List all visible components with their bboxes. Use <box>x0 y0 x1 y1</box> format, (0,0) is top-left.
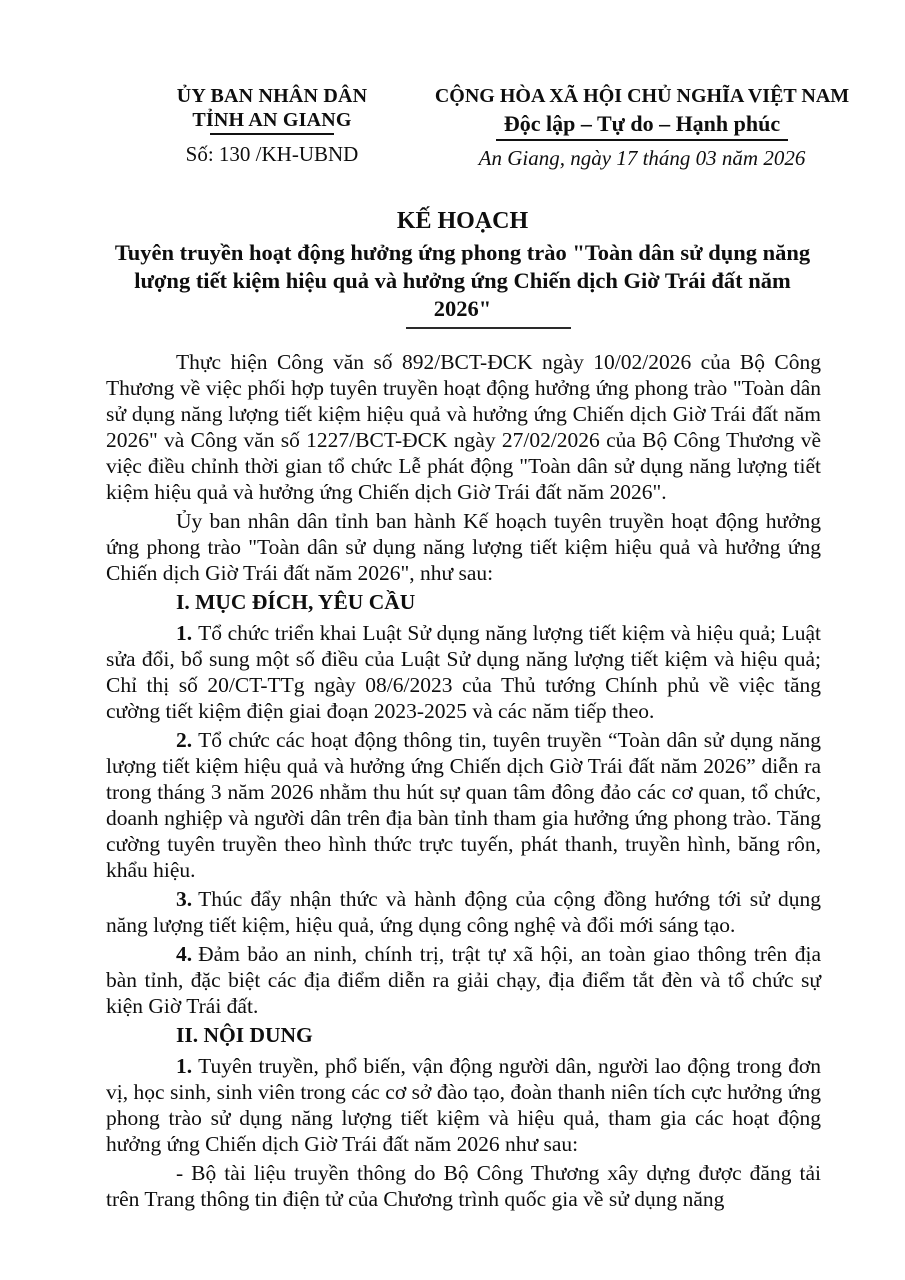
document-subject-title: Tuyên truyền hoạt động hưởng ứng phong trào "Toàn dân sử dụng năng lượng tiết kiệm hiệu quả và hưởng ứng Chiến dịch Giờ Trái đất năm 2026" <box>114 240 811 321</box>
document-header <box>0 0 905 171</box>
document-body <box>0 349 905 1212</box>
document-number: Số: 130 /KH-UBND <box>185 142 359 166</box>
document-type-title: KẾ HOẠCH <box>396 208 529 234</box>
paragraph-preamble-2: Ủy ban nhân dân tỉnh ban hành Kế hoạch tuyên truyền hoạt động hưởng ứng phong trào "Toàn dân sử dụng năng lượng tiết kiệm hiệu quả và hưởng ứng Chiến dịch Giờ Trái đất năm 2026", như sau: <box>106 509 821 585</box>
item-text: Tổ chức các hoạt động thông tin, tuyên truyền “Toàn dân sử dụng năng lượng tiết kiệm hiệu quả và hưởng ứng Chiến dịch Giờ Trái đất năm 2026” diễn ra trong tháng 3 năm 2026 nhằm thu hút sự quan tâm đông đảo các cơ quan, tổ chức, doanh nghiệp và người dân trên địa bàn tỉnh tham gia hưởng ứng phong trào. Tăng cường tuyên truyền theo hình thức trực tuyến, phát thanh, truyền hình, băng rôn, khẩu hiệu. <box>106 728 821 882</box>
item-number: 2. <box>176 728 193 752</box>
country-name: CỘNG HÒA XÃ HỘI CHỦ NGHĨA VIỆT NAM <box>434 85 850 107</box>
section-heading-2: II. NỘI DUNG <box>176 1023 313 1047</box>
title-underline-rule <box>406 327 571 329</box>
national-motto: Độc lập – Tự do – Hạnh phúc <box>496 111 788 141</box>
item-number: 1. <box>176 1054 193 1078</box>
document-title-block <box>0 207 905 329</box>
item-text: Thúc đẩy nhận thức và hành động của cộng đồng hướng tới sử dụng năng lượng tiết kiệm, hiệu quả, ứng dụng công nghệ và đổi mới sáng tạo. <box>106 887 821 937</box>
paragraph-preamble-1: Thực hiện Công văn số 892/BCT-ĐCK ngày 10/02/2026 của Bộ Công Thương về việc phối hợp tuyên truyền hoạt động hưởng ứng phong trào "Toàn dân sử dụng năng lượng tiết kiệm hiệu quả và hưởng ứng Chiến dịch Giờ Trái đất năm 2026" và Công văn số 1227/BCT-ĐCK ngày 27/02/2026 của Bộ Công Thương về việc điều chỉnh thời gian tổ chức Lễ phát động "Toàn dân sử dụng năng lượng tiết kiệm hiệu quả và hưởng ứng Chiến dịch Giờ Trái đất năm 2026". <box>106 350 821 504</box>
paragraph-section2-item-1 <box>106 1053 821 1157</box>
national-header-block <box>418 84 866 171</box>
national-motto-line <box>418 111 866 141</box>
paragraph-item-3 <box>106 886 821 938</box>
item-text: Đảm bảo an ninh, chính trị, trật tự xã hội, an toàn giao thông trên địa bàn tỉnh, đặc biệt các địa điểm diễn ra giải chạy, địa điểm tắt đèn và tổ chức sự kiện Giờ Trái đất. <box>106 942 821 1018</box>
item-number: 3. <box>176 887 193 911</box>
place-and-date: An Giang, ngày 17 tháng 03 năm 2026 <box>478 146 806 170</box>
section-heading-1: I. MỤC ĐÍCH, YÊU CẦU <box>176 590 416 614</box>
item-number: 1. <box>176 621 193 645</box>
authority-name: ỦY BAN NHÂN DÂN <box>176 85 368 107</box>
authority-underline-rule <box>210 133 334 135</box>
paragraph-item-4 <box>106 941 821 1019</box>
item-text: Tuyên truyền, phổ biến, vận động người dân, người lao động trong đơn vị, học sinh, sinh viên trong các cơ sở đào tạo, đoàn thanh niên tích cực hưởng ứng phong trào sử dụng năng lượng tiết kiệm và hiệu quả, tham gia các hoạt động hưởng ứng Chiến dịch Giờ Trái đất năm 2026 như sau: <box>106 1054 821 1156</box>
authority-province: TỈNH AN GIANG <box>192 109 352 131</box>
item-text: Tổ chức triển khai Luật Sử dụng năng lượng tiết kiệm và hiệu quả; Luật sửa đổi, bổ sung một số điều của Luật Sử dụng năng lượng tiết kiệm và hiệu quả; Chỉ thị số 20/CT-TTg ngày 08/6/2023 của Thủ tướng Chính phủ về việc tăng cường tiết kiệm điện giai đoạn 2023-2025 và các năm tiếp theo. <box>106 621 821 723</box>
item-number: 4. <box>176 942 193 966</box>
issuing-authority-block <box>122 84 422 171</box>
paragraph-item-1 <box>106 620 821 724</box>
paragraph-item-2 <box>106 727 821 883</box>
paragraph-dash-item: - Bộ tài liệu truyền thông do Bộ Công Thương xây dựng được đăng tải trên Trang thông tin điện tử của Chương trình quốc gia về sử dụng năng <box>106 1161 821 1211</box>
